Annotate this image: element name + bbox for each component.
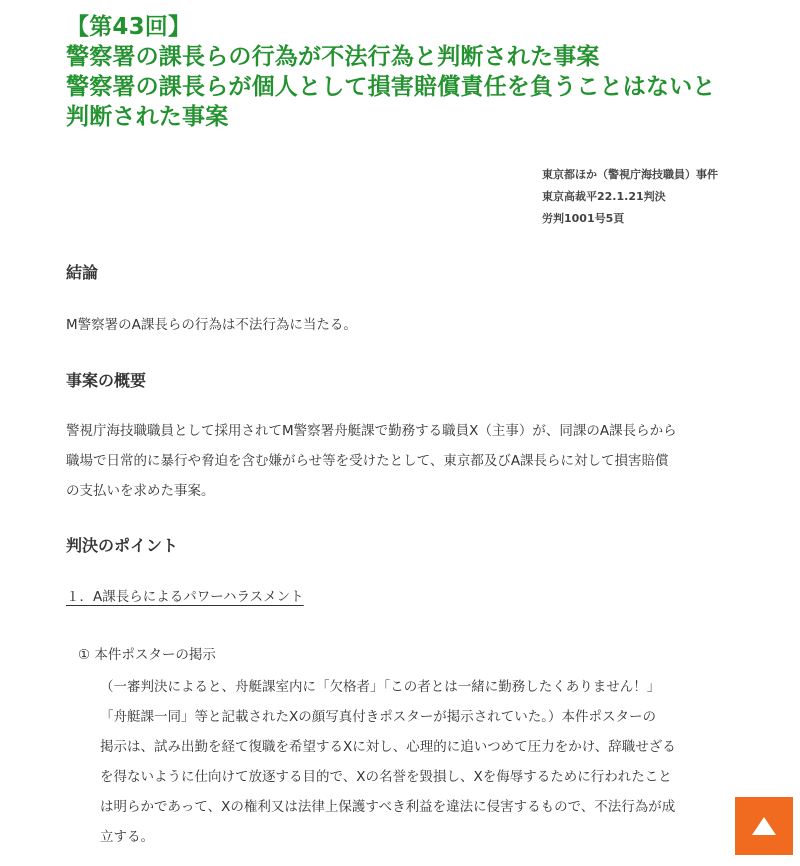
court-judgment: 東京高裁平22.1.21判決 <box>542 190 666 203</box>
overview-text <box>66 416 736 506</box>
point-item-line: を得ないように仕向けて放逐する目的で、Xの名誉を毀損し、Xを侮辱するために行われたこと <box>100 769 672 785</box>
overview-line: 警視庁海技職職員として採用されてM警察署舟艇課で勤務する職員X（主事）が、同課のA課長らから <box>66 423 677 439</box>
points-heading: 判決のポイント <box>66 536 179 555</box>
point-subheading: １．A課長らによるパワーハラスメント <box>66 589 304 605</box>
point-item-line: 立する。 <box>100 829 154 845</box>
arrow-up-icon <box>752 817 776 835</box>
title-issue: 【第43回】 <box>66 14 192 40</box>
point-item-body <box>100 672 740 852</box>
overview-line: 職場で日常的に暴行や脅迫を含む嫌がらせ等を受けたとして、東京都及びA課長らに対して損害賠償 <box>66 453 669 469</box>
conclusion-text <box>66 310 736 340</box>
title-line: 判断された事案 <box>66 104 229 130</box>
title-line: 警察署の課長らの行為が不法行為と判断された事案 <box>66 44 600 70</box>
conclusion-heading: 結論 <box>66 263 99 282</box>
point-item-line: 「舟艇課一同」等と記載されたXの顔写真付きポスターが掲示されていた。）本件ポスターの <box>100 709 656 725</box>
overview-heading: 事案の概要 <box>66 371 147 390</box>
report-reference: 労判1001号5頁 <box>542 212 625 225</box>
scroll-to-top-button[interactable] <box>735 797 793 855</box>
case-name: 東京都ほか（警視庁海技職員）事件 <box>542 168 718 181</box>
title-line: 警察署の課長らが個人として損害賠償責任を負うことはないと <box>66 74 716 100</box>
case-citation <box>542 164 718 230</box>
article-title <box>66 12 766 132</box>
point-item-line: 掲示は、試み出勤を経て復職を希望するXに対し、心理的に追いつめて圧力をかけ、辞職せざる <box>100 739 676 755</box>
conclusion-line: M警察署のA課長らの行為は不法行為に当たる。 <box>66 317 357 333</box>
overview-line: の支払いを求めた事案。 <box>66 483 215 499</box>
point-item-line: （一審判決によると、舟艇課室内に「欠格者」「この者とは一緒に勤務したくありません！」 <box>100 679 661 695</box>
point-item-label: ① 本件ポスターの掲示 <box>78 647 216 663</box>
point-item-line: は明らかであって、Xの権利又は法律上保護すべき利益を違法に侵害するもので、不法行為が成 <box>100 799 676 815</box>
